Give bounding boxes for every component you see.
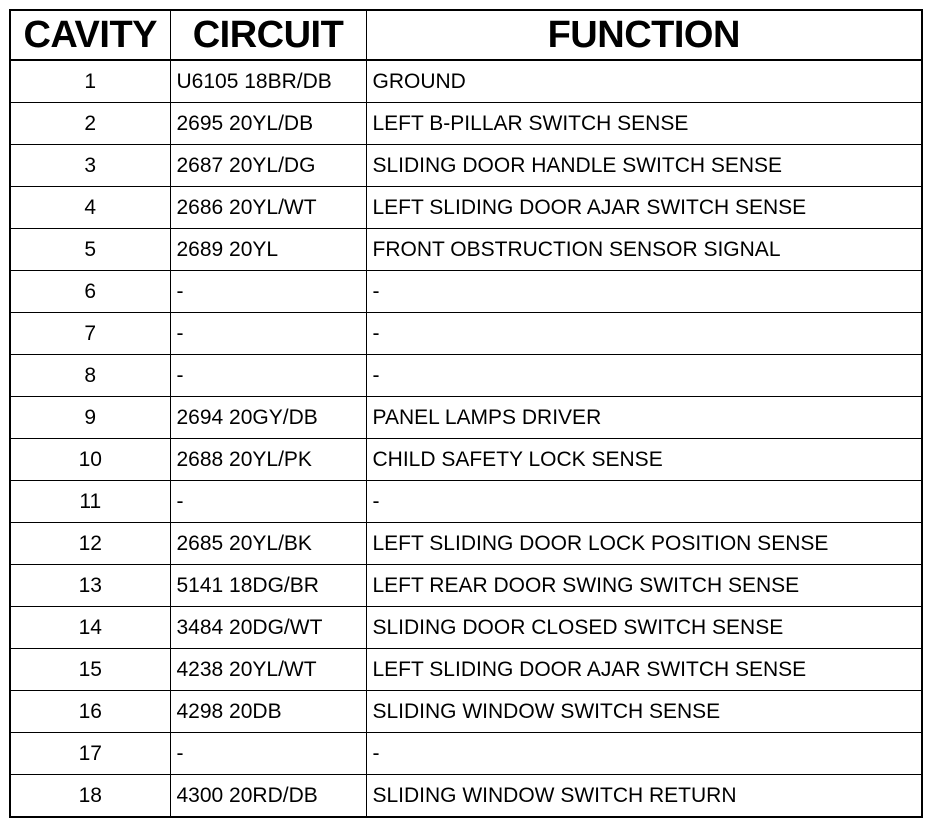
circuit-cell: 2689 20YL [170, 229, 366, 271]
header-circuit: CIRCUIT [170, 10, 366, 60]
circuit-cell: - [170, 355, 366, 397]
cavity-cell: 14 [10, 607, 170, 649]
table-row [10, 187, 922, 229]
function-cell: CHILD SAFETY LOCK SENSE [366, 439, 922, 481]
circuit-cell: 5141 18DG/BR [170, 565, 366, 607]
function-cell: LEFT SLIDING DOOR LOCK POSITION SENSE [366, 523, 922, 565]
table-row [10, 733, 922, 775]
header-function: FUNCTION [366, 10, 922, 60]
cavity-cell: 16 [10, 691, 170, 733]
function-cell: - [366, 271, 922, 313]
table-row [10, 145, 922, 187]
circuit-cell: - [170, 271, 366, 313]
table-row [10, 523, 922, 565]
cavity-cell: 9 [10, 397, 170, 439]
circuit-cell: 2685 20YL/BK [170, 523, 366, 565]
circuit-cell: 4300 20RD/DB [170, 775, 366, 818]
function-cell: LEFT REAR DOOR SWING SWITCH SENSE [366, 565, 922, 607]
cavity-cell: 8 [10, 355, 170, 397]
table-body [10, 60, 922, 817]
table-row [10, 103, 922, 145]
circuit-cell: - [170, 733, 366, 775]
circuit-cell: 4298 20DB [170, 691, 366, 733]
cavity-cell: 4 [10, 187, 170, 229]
cavity-cell: 2 [10, 103, 170, 145]
circuit-cell: - [170, 481, 366, 523]
table-row [10, 355, 922, 397]
header-row [10, 10, 922, 60]
function-cell: - [366, 355, 922, 397]
circuit-cell: 2688 20YL/PK [170, 439, 366, 481]
table-row [10, 607, 922, 649]
cavity-cell: 17 [10, 733, 170, 775]
function-cell: - [366, 481, 922, 523]
table-header [10, 10, 922, 60]
function-cell: GROUND [366, 60, 922, 103]
cavity-cell: 11 [10, 481, 170, 523]
cavity-cell: 6 [10, 271, 170, 313]
table-row [10, 649, 922, 691]
table-row [10, 691, 922, 733]
cavity-cell: 12 [10, 523, 170, 565]
connector-pinout-table [9, 9, 923, 818]
cavity-cell: 1 [10, 60, 170, 103]
table-row [10, 439, 922, 481]
function-cell: LEFT SLIDING DOOR AJAR SWITCH SENSE [366, 649, 922, 691]
circuit-cell: 3484 20DG/WT [170, 607, 366, 649]
cavity-cell: 5 [10, 229, 170, 271]
circuit-cell: 2695 20YL/DB [170, 103, 366, 145]
circuit-cell: 2687 20YL/DG [170, 145, 366, 187]
function-cell: FRONT OBSTRUCTION SENSOR SIGNAL [366, 229, 922, 271]
cavity-cell: 18 [10, 775, 170, 818]
table-row [10, 313, 922, 355]
function-cell: - [366, 313, 922, 355]
table-row [10, 60, 922, 103]
circuit-cell: - [170, 313, 366, 355]
cavity-cell: 3 [10, 145, 170, 187]
function-cell: LEFT B-PILLAR SWITCH SENSE [366, 103, 922, 145]
cavity-cell: 13 [10, 565, 170, 607]
table-row [10, 775, 922, 818]
circuit-cell: U6105 18BR/DB [170, 60, 366, 103]
table-row [10, 397, 922, 439]
function-cell: SLIDING WINDOW SWITCH RETURN [366, 775, 922, 818]
function-cell: - [366, 733, 922, 775]
function-cell: LEFT SLIDING DOOR AJAR SWITCH SENSE [366, 187, 922, 229]
header-cavity: CAVITY [10, 10, 170, 60]
table-row [10, 565, 922, 607]
cavity-cell: 7 [10, 313, 170, 355]
function-cell: PANEL LAMPS DRIVER [366, 397, 922, 439]
cavity-cell: 15 [10, 649, 170, 691]
table-row [10, 229, 922, 271]
function-cell: SLIDING DOOR CLOSED SWITCH SENSE [366, 607, 922, 649]
function-cell: SLIDING WINDOW SWITCH SENSE [366, 691, 922, 733]
circuit-cell: 4238 20YL/WT [170, 649, 366, 691]
circuit-cell: 2686 20YL/WT [170, 187, 366, 229]
circuit-cell: 2694 20GY/DB [170, 397, 366, 439]
cavity-cell: 10 [10, 439, 170, 481]
function-cell: SLIDING DOOR HANDLE SWITCH SENSE [366, 145, 922, 187]
table-row [10, 271, 922, 313]
table-row [10, 481, 922, 523]
